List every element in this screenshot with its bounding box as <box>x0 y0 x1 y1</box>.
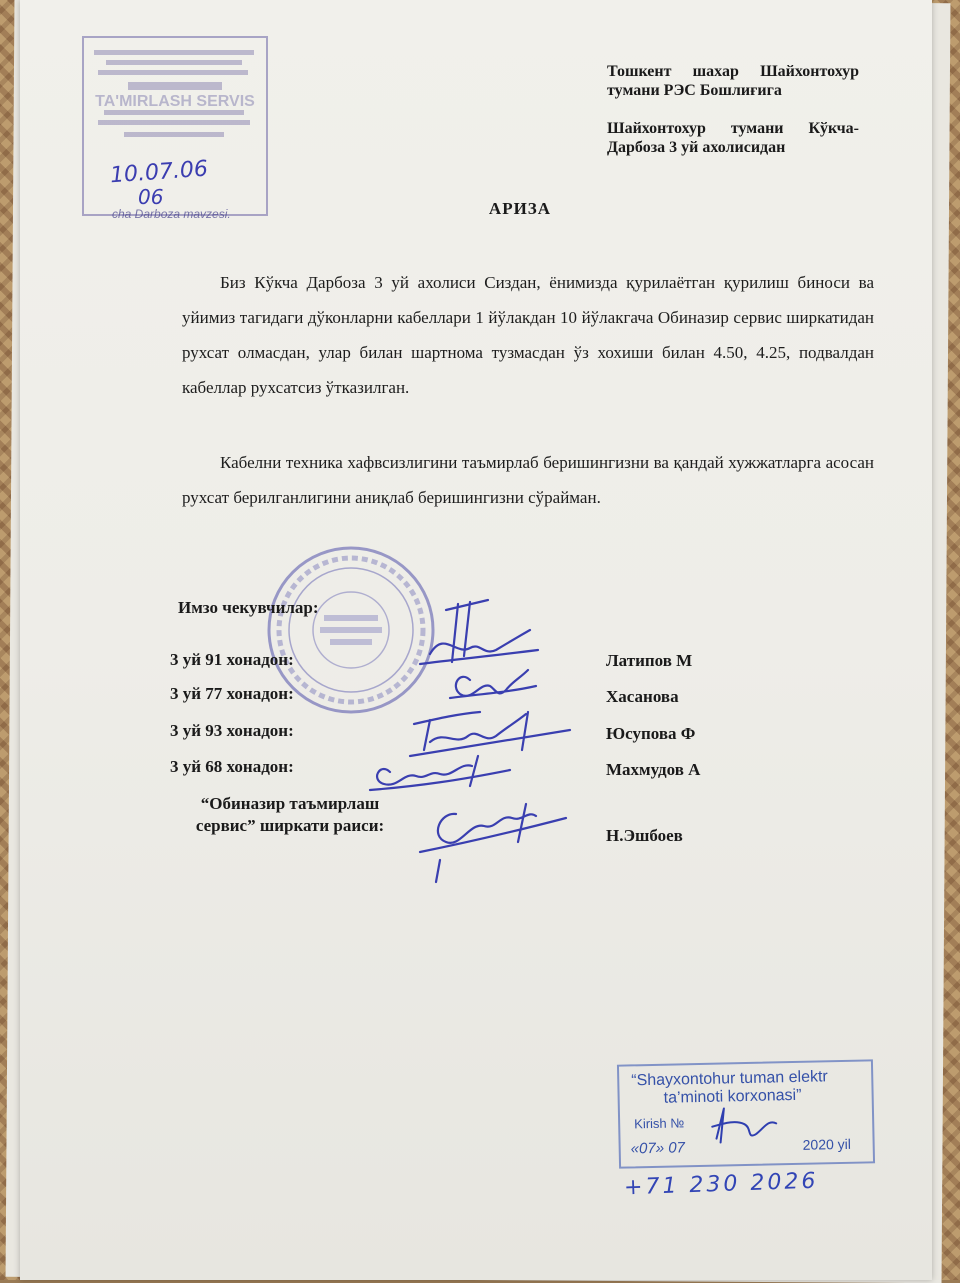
signer-name: Юсупова Ф <box>606 724 696 743</box>
recipient-line-2: Шайхонтохур тумани Кўкча-Дарбоза 3 уй ахолисидан <box>607 120 859 156</box>
handwritten-registration-number: +71 230 2026 <box>623 1168 819 1201</box>
body-paragraph-1: Биз Кўкча Дарбоза 3 уй ахолиси Сиздан, ёнимизда қурилаётган қурилиш биноси ва уйимиз тагидаги дўконларни кабеллари 1 йўлакдан 10 йўлакгача Обиназир сервис ширкатидан рухсат олмасдан, улар билан шартнома тузмасдан ўз хохиши билан 4.50, 4.25, подвалдан кабеллар рухсатсиз ўтказилган. <box>182 273 874 397</box>
signer-name: Махмудов А <box>606 760 701 779</box>
stamp-company-line: TA'MIRLASH SERVIS <box>95 93 255 110</box>
incoming-stamp-date: «07» 07 <box>630 1139 686 1158</box>
recipient-line-1: Тошкент шахар Шайхонтохур тумани РЭС Бошлиғига <box>607 63 859 99</box>
signature-5 <box>420 804 566 882</box>
signer-name: Латипов М <box>606 651 693 670</box>
signer-apartment: 3 уй 68 хонадон: <box>170 757 294 776</box>
incoming-stamp-line-1: “Shayxontohur tuman elektr <box>631 1068 828 1090</box>
registration-stamp <box>82 36 268 216</box>
incoming-stamp-kirish: Kirish № <box>634 1115 685 1132</box>
body-paragraph-2: Кабелни техника хафвсизлигини таъмирлаб беришингизни ва қандай хужжатларга асосан рухсат берилганлигини аниқлаб беришингизни сўрайман. <box>182 453 874 507</box>
signer-apartment: 3 уй 91 хонадон: <box>170 650 294 669</box>
signature-4 <box>370 756 510 790</box>
incoming-stamp-line-2: ta’minoti korxonasi” <box>663 1086 802 1107</box>
incoming-stamp <box>617 1059 875 1168</box>
document-title: АРИЗА <box>488 199 552 218</box>
signature-1 <box>420 600 538 664</box>
handwritten-signatures <box>360 590 590 890</box>
incoming-stamp-year: 2020 yil <box>802 1135 852 1153</box>
signature-3 <box>410 712 570 756</box>
signer-apartment: 3 уй 77 хонадон: <box>170 684 294 703</box>
stamp-handwritten-date: 10.07.06 <box>109 156 209 189</box>
stamp-handwritten-number: 06 <box>138 185 164 209</box>
chairman-label-line-2: сервис” ширкати раиси: <box>195 816 385 835</box>
chairman-label-line-1: “Обиназир таъмирлаш <box>200 794 380 813</box>
document-sheet <box>20 0 932 1280</box>
signer-apartment: 3 уй 93 хонадон: <box>170 721 294 740</box>
signers-heading: Имзо чекувчилар: <box>178 598 319 617</box>
signature-2 <box>450 670 536 698</box>
incoming-stamp-initials <box>706 1101 787 1149</box>
signer-name: Хасанова <box>606 687 679 706</box>
stamp-caption: cha Darboza mavzesi. <box>112 207 231 221</box>
chairman-name: Н.Эшбоев <box>606 826 683 845</box>
